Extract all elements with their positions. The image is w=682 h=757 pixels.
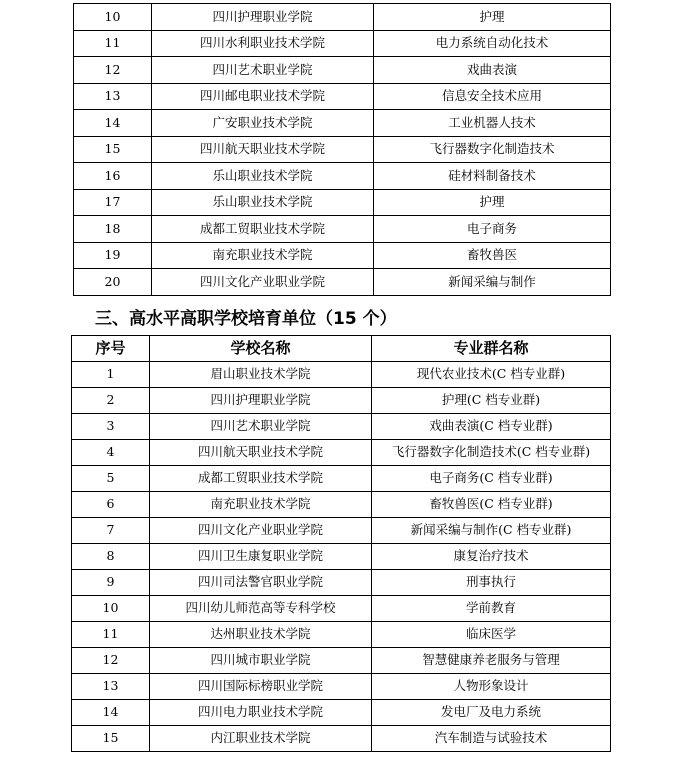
cell-no: 13 <box>74 83 152 110</box>
cell-major: 智慧健康养老服务与管理 <box>372 648 611 674</box>
cell-no: 15 <box>74 136 152 163</box>
cell-school: 四川艺术职业学院 <box>152 57 374 84</box>
cell-no: 9 <box>72 570 150 596</box>
cell-school: 四川航天职业技术学院 <box>152 136 374 163</box>
cell-no: 18 <box>74 216 152 243</box>
cell-no: 8 <box>72 544 150 570</box>
cell-no: 17 <box>74 189 152 216</box>
cell-major: 硅材料制备技术 <box>374 163 611 190</box>
table-row <box>74 269 611 296</box>
table-row <box>72 544 611 570</box>
cell-no: 11 <box>72 622 150 648</box>
table-row <box>74 110 611 137</box>
cell-major: 电子商务(C 档专业群) <box>372 466 611 492</box>
cell-school: 四川护理职业学院 <box>152 4 374 31</box>
cell-no: 20 <box>74 269 152 296</box>
table-row <box>72 362 611 388</box>
cell-school: 成都工贸职业技术学院 <box>150 466 372 492</box>
cell-major: 刑事执行 <box>372 570 611 596</box>
cell-school: 南充职业技术学院 <box>152 242 374 269</box>
cell-school: 内江职业技术学院 <box>150 726 372 752</box>
cell-major: 电力系统自动化技术 <box>374 30 611 57</box>
table-row <box>72 492 611 518</box>
header-major: 专业群名称 <box>372 336 611 362</box>
cell-no: 14 <box>74 110 152 137</box>
cell-school: 乐山职业技术学院 <box>152 189 374 216</box>
cell-no: 14 <box>72 700 150 726</box>
table-header-row <box>72 336 611 362</box>
cell-no: 4 <box>72 440 150 466</box>
units-table <box>71 335 611 752</box>
cell-major: 护理(C 档专业群) <box>372 388 611 414</box>
cell-no: 10 <box>74 4 152 31</box>
cell-no: 3 <box>72 414 150 440</box>
cell-no: 15 <box>72 726 150 752</box>
cell-school: 四川水利职业技术学院 <box>152 30 374 57</box>
cell-school: 四川国际标榜职业学院 <box>150 674 372 700</box>
cell-school: 四川文化产业职业学院 <box>150 518 372 544</box>
cell-major: 戏曲表演 <box>374 57 611 84</box>
cell-school: 成都工贸职业技术学院 <box>152 216 374 243</box>
table-row <box>74 242 611 269</box>
table-row <box>74 57 611 84</box>
table-row <box>72 570 611 596</box>
cell-major: 人物形象设计 <box>372 674 611 700</box>
cell-school: 四川艺术职业学院 <box>150 414 372 440</box>
header-no: 序号 <box>72 336 150 362</box>
table-row <box>72 674 611 700</box>
cell-no: 19 <box>74 242 152 269</box>
table-row <box>74 136 611 163</box>
cell-major: 畜牧兽医(C 档专业群) <box>372 492 611 518</box>
cell-school: 乐山职业技术学院 <box>152 163 374 190</box>
cell-major: 工业机器人技术 <box>374 110 611 137</box>
section-heading: 三、高水平高职学校培育单位（15 个） <box>95 309 397 329</box>
table-row <box>74 4 611 31</box>
cell-school: 四川文化产业职业学院 <box>152 269 374 296</box>
cell-no: 6 <box>72 492 150 518</box>
cell-school: 四川电力职业技术学院 <box>150 700 372 726</box>
table-row <box>74 163 611 190</box>
cell-school: 眉山职业技术学院 <box>150 362 372 388</box>
cell-major: 学前教育 <box>372 596 611 622</box>
cell-no: 13 <box>72 674 150 700</box>
table-row <box>72 414 611 440</box>
cell-major: 飞行器数字化制造技术 <box>374 136 611 163</box>
cell-major: 戏曲表演(C 档专业群) <box>372 414 611 440</box>
cell-school: 南充职业技术学院 <box>150 492 372 518</box>
cell-no: 5 <box>72 466 150 492</box>
cell-school: 四川司法警官职业学院 <box>150 570 372 596</box>
cell-no: 1 <box>72 362 150 388</box>
cell-school: 四川幼儿师范高等专科学校 <box>150 596 372 622</box>
table-row <box>72 700 611 726</box>
cell-no: 7 <box>72 518 150 544</box>
cell-school: 四川邮电职业技术学院 <box>152 83 374 110</box>
cell-major: 新闻采编与制作(C 档专业群) <box>372 518 611 544</box>
cell-major: 护理 <box>374 4 611 31</box>
cell-major: 发电厂及电力系统 <box>372 700 611 726</box>
cell-no: 12 <box>72 648 150 674</box>
table-row <box>72 622 611 648</box>
cell-no: 12 <box>74 57 152 84</box>
cell-no: 11 <box>74 30 152 57</box>
cell-major: 汽车制造与试验技术 <box>372 726 611 752</box>
table-row <box>72 518 611 544</box>
table-row <box>74 83 611 110</box>
cell-no: 10 <box>72 596 150 622</box>
top-table-body <box>74 4 611 296</box>
table-row <box>72 388 611 414</box>
cell-major: 临床医学 <box>372 622 611 648</box>
table-row <box>74 30 611 57</box>
table-row <box>74 216 611 243</box>
top-table <box>73 3 611 296</box>
cell-school: 四川卫生康复职业学院 <box>150 544 372 570</box>
table-row <box>74 189 611 216</box>
table-row <box>72 466 611 492</box>
cell-major: 现代农业技术(C 档专业群) <box>372 362 611 388</box>
cell-major: 护理 <box>374 189 611 216</box>
cell-major: 电子商务 <box>374 216 611 243</box>
cell-school: 四川城市职业学院 <box>150 648 372 674</box>
table-row <box>72 440 611 466</box>
cell-school: 达州职业技术学院 <box>150 622 372 648</box>
header-school: 学校名称 <box>150 336 372 362</box>
cell-major: 新闻采编与制作 <box>374 269 611 296</box>
cell-major: 畜牧兽医 <box>374 242 611 269</box>
cell-major: 信息安全技术应用 <box>374 83 611 110</box>
table-row <box>72 726 611 752</box>
cell-school: 广安职业技术学院 <box>152 110 374 137</box>
cell-no: 2 <box>72 388 150 414</box>
cell-school: 四川航天职业技术学院 <box>150 440 372 466</box>
cell-no: 16 <box>74 163 152 190</box>
table-row <box>72 596 611 622</box>
table-row <box>72 648 611 674</box>
units-table-body <box>72 362 611 752</box>
cell-school: 四川护理职业学院 <box>150 388 372 414</box>
cell-major: 飞行器数字化制造技术(C 档专业群) <box>372 440 611 466</box>
cell-major: 康复治疗技术 <box>372 544 611 570</box>
